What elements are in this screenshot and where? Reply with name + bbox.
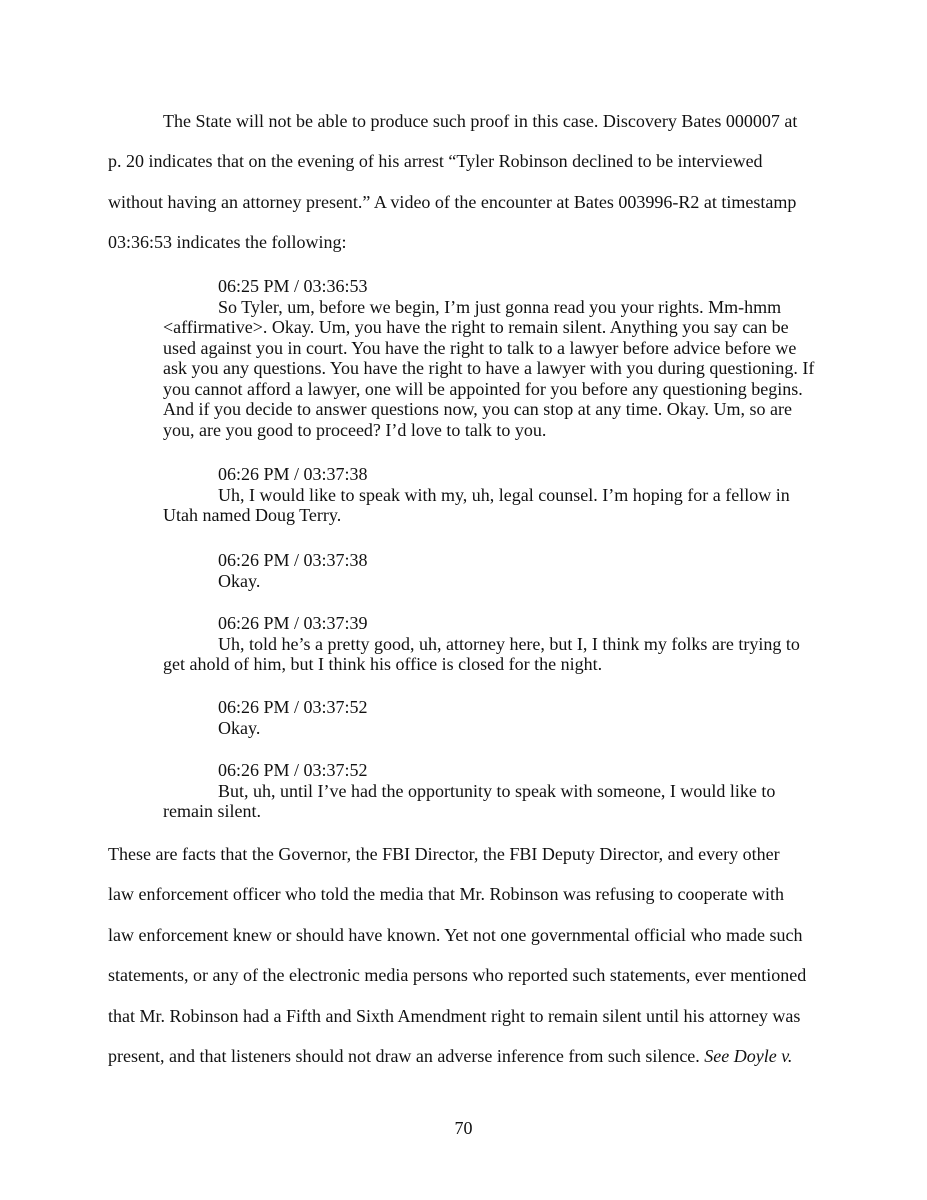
closing-line-5: that Mr. Robinson had a Fifth and Sixth Amendment right to remain silent until his attorney was: [108, 1006, 801, 1026]
transcript-entry-4: [163, 613, 823, 675]
transcript-entry-6: [163, 760, 823, 822]
transcript-text: Uh, told he’s a pretty good, uh, attorney here, but I, I think my folks are trying to get ahold of him, but I think his office is closed for the night.: [163, 633, 800, 674]
intro-line-2: p. 20 indicates that on the evening of his arrest “Tyler Robinson declined to be interviewed: [108, 151, 763, 171]
closing-line-2: law enforcement officer who told the media that Mr. Robinson was refusing to cooperate with: [108, 884, 784, 904]
transcript-text: So Tyler, um, before we begin, I’m just gonna read you your rights. Mm-hmm <affirmative>. Okay. Um, you have the right to remain silent. Anything you say can be used against you in court. You have the right to talk to a lawyer before advice before we ask you any questions. You have the right to have a lawyer with you during questioning. If you cannot afford a lawyer, one will be appointed for you before any questioning begins. And if you decide to answer questions now, you can stop at any time. Okay. Um, so are you, are you good to proceed? I’d love to talk to you.: [163, 296, 815, 440]
transcript-timestamp: 06:26 PM / 03:37:38: [218, 550, 368, 570]
case-citation: See Doyle v.: [704, 1046, 793, 1066]
transcript-text: Okay.: [218, 717, 261, 738]
transcript-timestamp: 06:26 PM / 03:37:52: [218, 760, 368, 780]
transcript-text: Okay.: [218, 570, 261, 591]
closing-line-6: [108, 1046, 792, 1066]
transcript-text: Uh, I would like to speak with my, uh, legal counsel. I’m hoping for a fellow in Utah named Doug Terry.: [163, 484, 790, 525]
transcript-entry-1: [163, 276, 823, 440]
closing-line-3: law enforcement knew or should have known. Yet not one governmental official who made such: [108, 925, 803, 945]
transcript-timestamp: 06:26 PM / 03:37:38: [218, 464, 368, 484]
closing-line-4: statements, or any of the electronic media persons who reported such statements, ever mentioned: [108, 965, 807, 985]
transcript-text: But, uh, until I’ve had the opportunity to speak with someone, I would like to remain silent.: [163, 780, 776, 821]
intro-line-1: The State will not be able to produce such proof in this case. Discovery Bates 000007 at: [163, 111, 798, 131]
transcript-entry-2: [163, 464, 823, 526]
intro-line-4: 03:36:53 indicates the following:: [108, 232, 347, 252]
page-number: 70: [454, 1118, 473, 1138]
transcript-timestamp: 06:26 PM / 03:37:52: [218, 697, 368, 717]
transcript-timestamp: 06:25 PM / 03:36:53: [218, 276, 368, 296]
closing-line-1: These are facts that the Governor, the FBI Director, the FBI Deputy Director, and every other: [108, 844, 780, 864]
transcript-entry-5: [163, 697, 823, 738]
intro-line-3: without having an attorney present.” A video of the encounter at Bates 003996-R2 at timestamp: [108, 192, 797, 212]
transcript-entry-3: [163, 550, 823, 591]
transcript-timestamp: 06:26 PM / 03:37:39: [218, 613, 368, 633]
closing-line-6-text: present, and that listeners should not draw an adverse inference from such silence.: [108, 1046, 705, 1066]
